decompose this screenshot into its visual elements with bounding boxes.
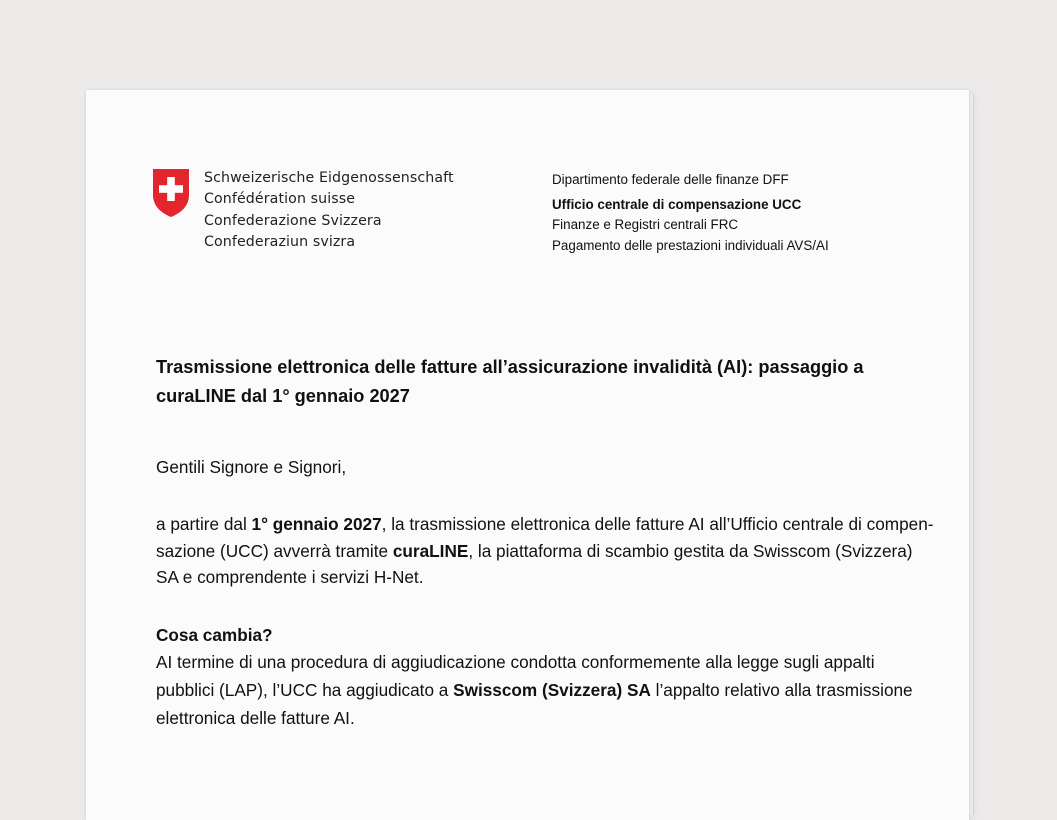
paragraph-changes bbox=[156, 648, 936, 732]
office-name: Ufficio centrale di compensazione UCC bbox=[552, 196, 802, 212]
department-info bbox=[552, 170, 829, 256]
paragraph-intro bbox=[156, 511, 936, 591]
federation-name-de: Schweizerische Eidgenossenschaft bbox=[204, 170, 454, 186]
paragraph-intro-platform: curaLINE bbox=[392, 540, 469, 561]
federation-name-fr: Confédération suisse bbox=[204, 191, 356, 208]
unit-line-2: Pagamento delle prestazioni individuali AVS/AI bbox=[552, 237, 829, 253]
unit-line-1: Finanze e Registri centrali FRC bbox=[552, 217, 739, 233]
federation-name-it: Confederazione Svizzera bbox=[204, 212, 382, 229]
section-heading: Cosa cambia? bbox=[156, 624, 273, 645]
paragraph-changes-text-2: l’appalto relativo alla trasmissione elettronica delle fatture AI. bbox=[156, 679, 913, 728]
letter-page bbox=[86, 90, 969, 820]
letter-body bbox=[156, 353, 936, 732]
swiss-cross-shield-icon bbox=[152, 168, 190, 218]
paragraph-changes-text-1: AI termine di una procedura di aggiudicazione condotta conformemente alla legge sugli appalti pubblici (LAP), l’UCC ha aggiudicato a bbox=[156, 651, 875, 700]
paragraph-intro-text-3: , la piattaforma di scambio gestita da Swisscom (Svizzera) SA e comprendente i servizi H-Net. bbox=[156, 540, 913, 587]
paragraph-intro-date: 1° gennaio 2027 bbox=[251, 514, 382, 534]
paragraph-intro-text-1: a partire dal bbox=[156, 514, 252, 534]
paragraph-changes-company: Swisscom (Svizzera) SA bbox=[453, 679, 651, 700]
paragraph-intro-text-2: , la trasmissione elettronica delle fatture AI all’Ufficio centrale di compen-sazione (UCC) avverrà tramite bbox=[156, 514, 934, 561]
federation-names bbox=[204, 168, 454, 253]
letter-greeting: Gentili Signore e Signori, bbox=[156, 457, 347, 477]
department-name: Dipartimento federale delle finanze DFF bbox=[552, 172, 789, 187]
letter-subject: Trasmissione elettronica delle fatture all’assicurazione invalidità (AI): passaggio a curaLINE dal 1° gennaio 2027 bbox=[156, 357, 864, 406]
federation-name-rm: Confederaziun svizra bbox=[204, 233, 356, 250]
